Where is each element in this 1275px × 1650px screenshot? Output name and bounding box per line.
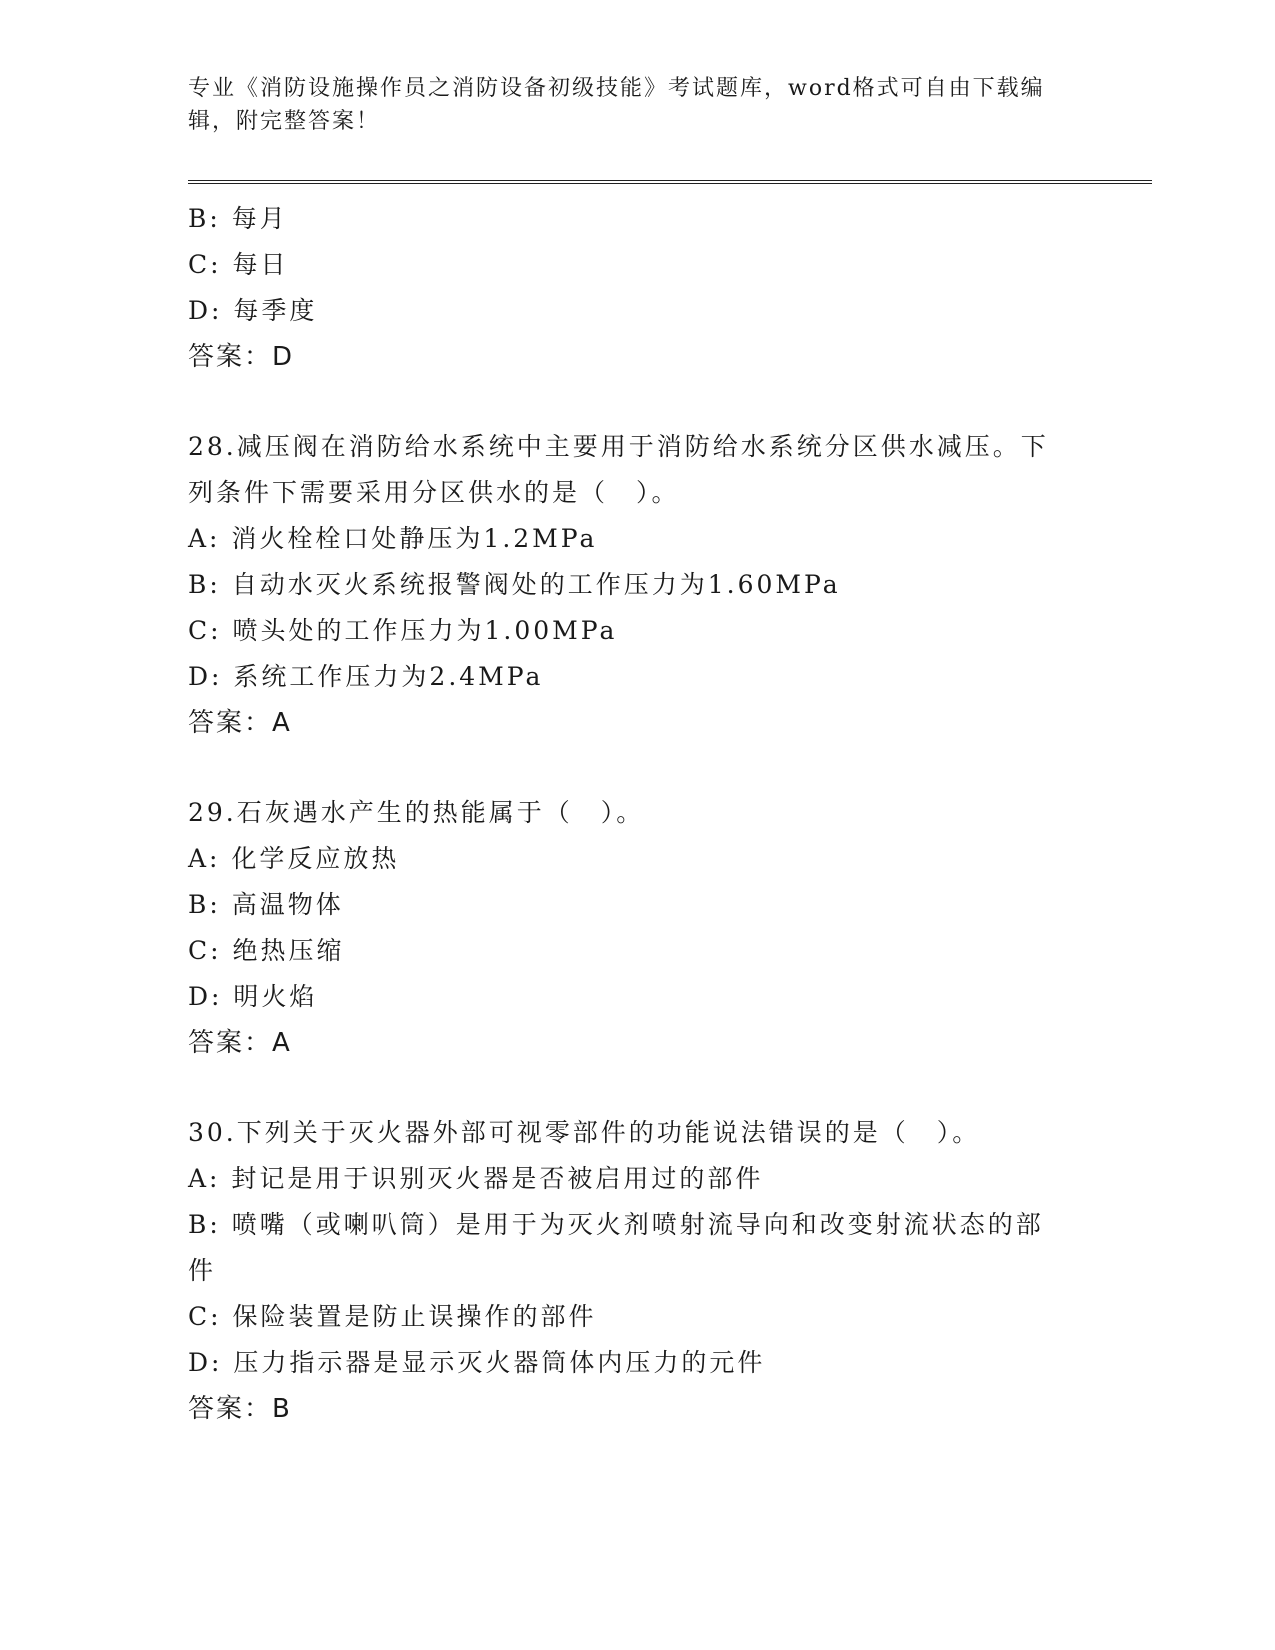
option-c: C: 喷头处的工作压力为1.00MPa: [188, 616, 618, 645]
option-b: B: 喷嘴（或喇叭筒）是用于为灭火剂喷射流导向和改变射流状态的部件: [188, 1210, 1044, 1285]
option-b: B: 自动水灭火系统报警阀处的工作压力为1.60MPa: [188, 570, 841, 599]
spacer: [188, 746, 1148, 790]
option-c: C: 每日: [188, 250, 289, 279]
document-body: [188, 196, 1148, 1432]
question-28: [188, 424, 1148, 746]
option-a: A: 化学反应放热: [188, 844, 400, 873]
option-b: B: 高温物体: [188, 890, 344, 919]
spacer: [188, 1066, 1148, 1110]
answer-line: 答案：A: [188, 1028, 292, 1058]
document-page: [188, 72, 1148, 1432]
option-d: D: 系统工作压力为2.4MPa: [188, 662, 544, 691]
option-d: D: 每季度: [188, 296, 318, 325]
option-d: D: 明火焰: [188, 982, 318, 1011]
question-stem: 29.石灰遇水产生的热能属于（ ）。: [188, 798, 645, 827]
question-29: [188, 790, 1148, 1066]
spacer: [188, 380, 1148, 424]
option-c: C: 绝热压缩: [188, 936, 345, 965]
answer-line: 答案：B: [188, 1394, 292, 1424]
carryover-question: [188, 196, 1148, 380]
option-a: A: 消火栓栓口处静压为1.2MPa: [188, 524, 598, 553]
option-b: B: 每月: [188, 204, 288, 233]
question-stem: 30.下列关于灭火器外部可视零部件的功能说法错误的是（ ）。: [188, 1118, 981, 1147]
answer-line: 答案：D: [188, 342, 295, 372]
header-divider: [188, 180, 1152, 184]
answer-line: 答案：A: [188, 708, 292, 738]
option-c: C: 保险装置是防止误操作的部件: [188, 1302, 597, 1331]
question-30: [188, 1110, 1148, 1432]
document-header: 专业《消防设施操作员之消防设备初级技能》考试题库，word格式可自由下载编辑，附完整答案！: [188, 76, 1045, 134]
option-a: A: 封记是用于识别灭火器是否被启用过的部件: [188, 1164, 764, 1193]
question-stem: 28.减压阀在消防给水系统中主要用于消防给水系统分区供水减压。下列条件下需要采用分区供水的是（ ）。: [188, 432, 1049, 507]
option-d: D: 压力指示器是显示灭火器筒体内压力的元件: [188, 1348, 766, 1377]
